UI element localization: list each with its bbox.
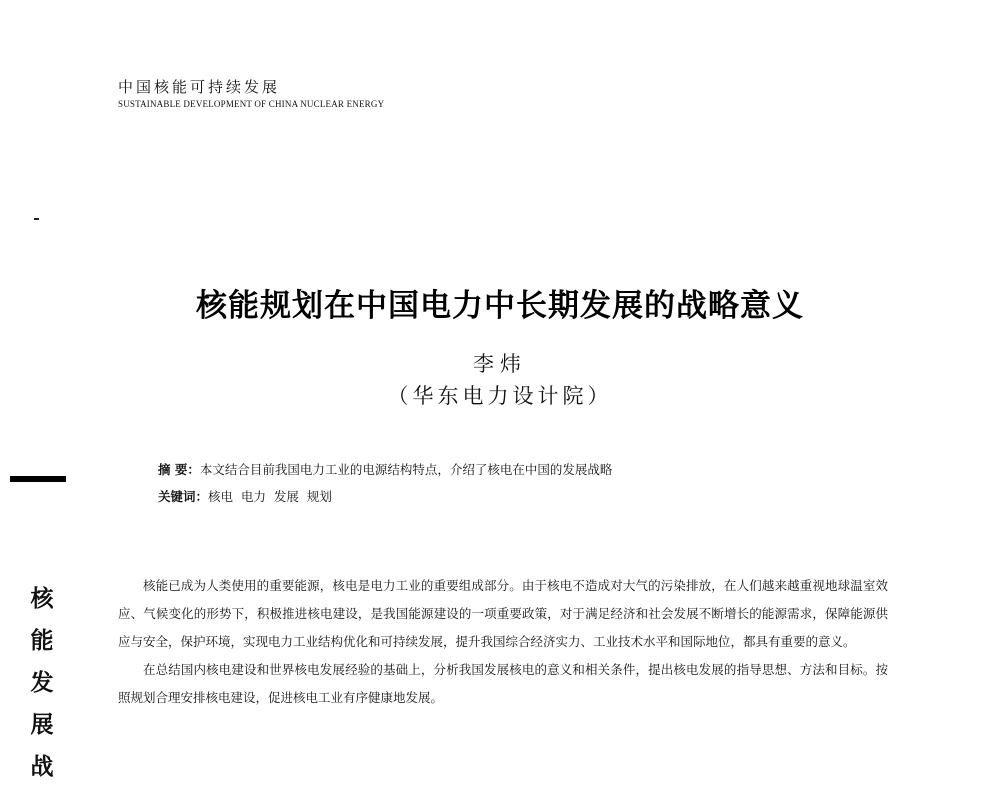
body-text	[118, 572, 888, 712]
body-paragraph: 在总结国内核电建设和世界核电发展经验的基础上，分析我国发展核电的意义和相关条件，提出核电发展的指导思想、方法和目标。按照规划合理安排核电建设，促进核电工业有序健康地发展。	[118, 662, 888, 705]
side-label-char: 核	[30, 586, 54, 612]
abstract-line	[158, 456, 612, 483]
side-label-char: 发	[30, 670, 54, 696]
section-marker-bar	[10, 476, 66, 482]
author-name: 李炜	[473, 352, 527, 376]
side-label-char: 战	[30, 754, 54, 780]
keywords-text: 核电 电力 发展 规划	[208, 489, 332, 504]
stray-mark	[34, 218, 39, 220]
keywords-label: 关键词：	[158, 489, 209, 504]
author-affiliation: （华东电力设计院）	[387, 384, 613, 408]
series-header	[118, 76, 384, 109]
keywords-line	[158, 483, 612, 510]
abstract-text: 本文结合目前我国电力工业的电源结构特点，介绍了核电在中国的发展战略	[199, 462, 613, 477]
body-paragraph: 核能已成为人类使用的重要能源，核电是电力工业的重要组成部分。由于核电不造成对大气的污染排放，在人们越来越重视地球温室效应、气候变化的形势下，积极推进核电建设，是我国能源建设的一项重要政策，对于满足经济和社会发展不断增长的能源需求，保障能源供应与安全，保护环境，实现电力工业结构优化和可持续发展，提升我国综合经济实力、工业技术水平和国际地位，都具有重要的意义。	[118, 578, 888, 649]
paper-title: 核能规划在中国电力中长期发展的战略意义	[196, 288, 804, 324]
series-title-cn: 中国核能可持续发展	[118, 78, 281, 96]
side-label-char: 能	[30, 628, 54, 654]
series-title-en: SUSTAINABLE DEVELOPMENT OF CHINA NUCLEAR ENERGY	[118, 99, 385, 109]
side-section-label	[27, 578, 57, 788]
abstract-block	[158, 456, 612, 510]
side-label-char: 展	[30, 712, 54, 738]
abstract-label: 摘 要：	[158, 462, 200, 477]
